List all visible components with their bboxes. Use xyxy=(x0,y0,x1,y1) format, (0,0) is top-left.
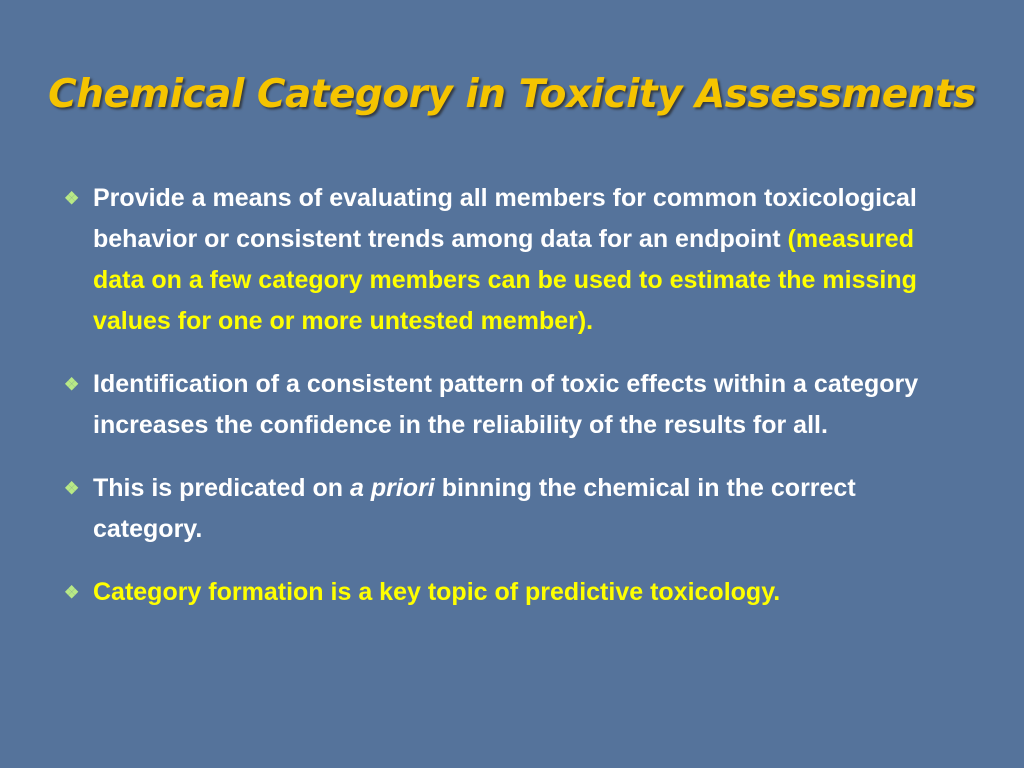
bullet-3-italic: a priori xyxy=(350,474,435,502)
diamond-bullet-icon: ❖ xyxy=(64,479,80,498)
bullet-4-highlight: Category formation is a key topic of predictive toxicology. xyxy=(93,578,781,606)
bullet-item-2 xyxy=(60,364,970,446)
diamond-bullet-icon: ❖ xyxy=(64,189,80,208)
diamond-bullet-icon: ❖ xyxy=(64,375,80,394)
bullet-1-text: Provide a means of evaluating all members for common toxicological behavior or consistent trends among data for an endpoint xyxy=(93,184,917,253)
bullet-2-text: Identification of a consistent pattern of toxic effects within a category increases the confidence in the reliability of the results for all. xyxy=(93,370,919,439)
bullet-item-3 xyxy=(60,468,970,550)
diamond-bullet-icon: ❖ xyxy=(64,583,80,602)
bullet-3-text-before: This is predicated on xyxy=(93,474,350,502)
bullet-1-highlight: (measured data on a few category members can be used to estimate the missing values for one or more untested member). xyxy=(93,225,917,335)
slide-title: Chemical Category in Toxicity Assessments xyxy=(48,72,976,117)
bullet-item-4 xyxy=(60,572,970,613)
bullet-item-1 xyxy=(60,178,970,342)
bullet-list xyxy=(60,178,970,635)
bullet-3-text-after: binning the chemical in the correct category. xyxy=(93,474,856,543)
